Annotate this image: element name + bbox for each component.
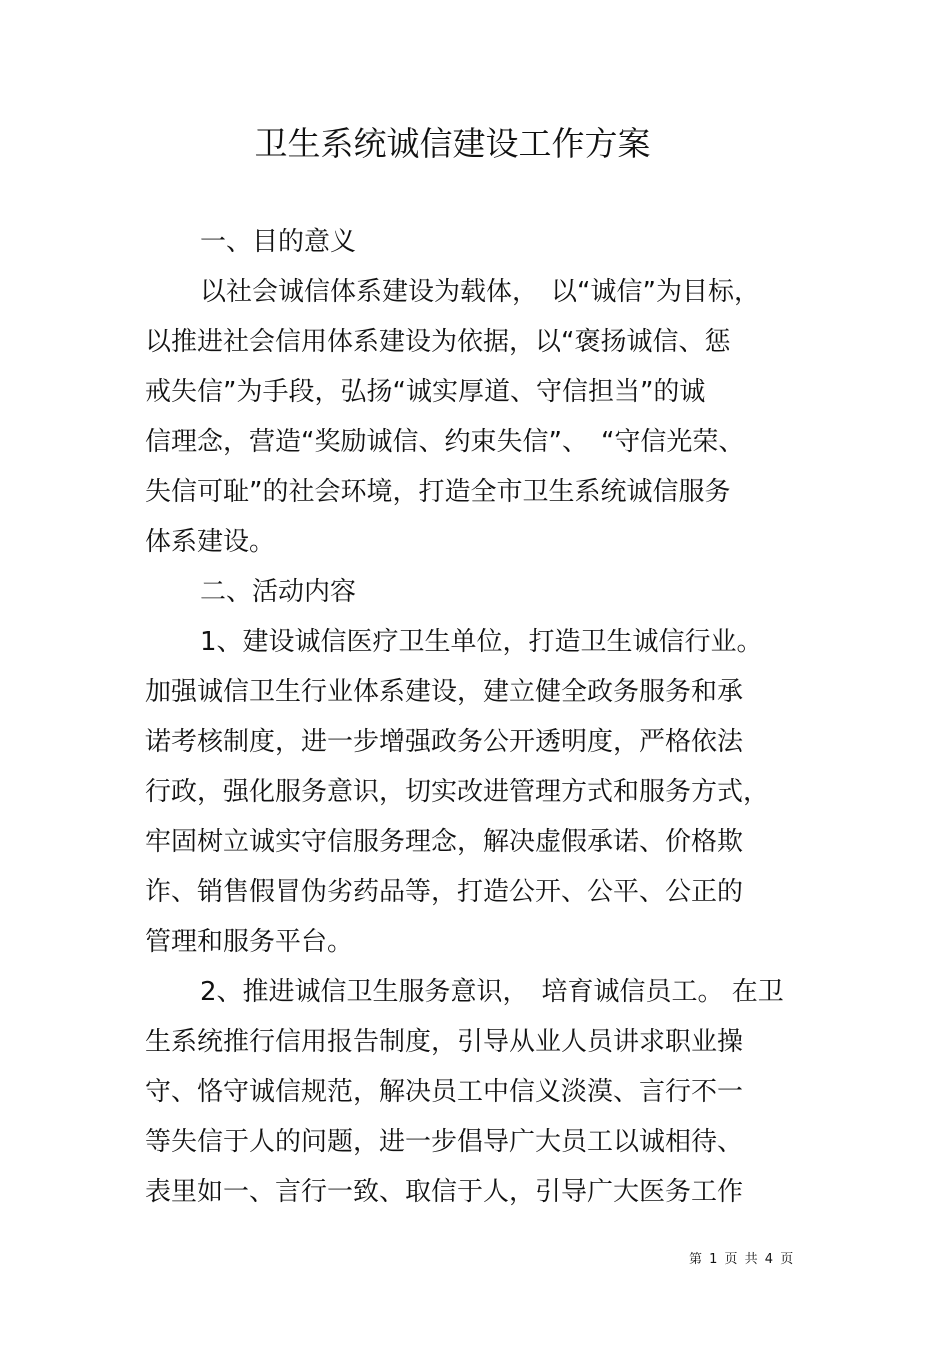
paragraph-line: 等失信于人的问题，进一步倡导广大员工以诚相待、 (145, 1127, 744, 1157)
paragraph-line: 信理念，营造“奖励诚信、约束失信”、 “守信光荣、 (145, 427, 745, 457)
paragraph-line: 戒失信”为手段，弘扬“诚实厚道、守信担当”的诚 (145, 377, 706, 407)
page-number-footer: 第 1 页 共 4 页 (689, 1252, 794, 1267)
paragraph-line: 表里如一、言行一致、取信于人，引导广大医务工作 (145, 1177, 744, 1207)
paragraph-line: 失信可耻”的社会环境，打造全市卫生系统诚信服务 (145, 477, 731, 507)
paragraph-line: 诈、销售假冒伪劣药品等，打造公开、公平、公正的 (145, 877, 744, 907)
paragraph-line: 守、恪守诚信规范，解决员工中信义淡漠、言行不一 (145, 1077, 744, 1107)
section-heading-purpose: 一、目的意义 (200, 227, 357, 257)
paragraph-line: 诺考核制度，进一步增强政务公开透明度，严格依法 (145, 727, 744, 757)
paragraph-line: 以推进社会信用体系建设为依据，以“褒扬诚信、惩 (145, 327, 731, 357)
paragraph-line: 生系统推行信用报告制度，引导从业人员讲求职业操 (145, 1027, 744, 1057)
paragraph-line: 牢固树立诚实守信服务理念，解决虚假承诺、价格欺 (145, 827, 744, 857)
paragraph-line: 加强诚信卫生行业体系建设，建立健全政务服务和承 (145, 677, 744, 707)
paragraph-line: 行政，强化服务意识，切实改进管理方式和服务方式， (145, 777, 770, 807)
paragraph-line: 体系建设。 (145, 527, 276, 557)
document-title: 卫生系统诚信建设工作方案 (254, 124, 651, 163)
paragraph-line: 管理和服务平台。 (145, 927, 354, 957)
section-heading-activities: 二、活动内容 (200, 577, 357, 607)
paragraph-line: 以社会诚信体系建设为载体， 以“诚信”为目标， (200, 277, 760, 307)
paragraph-line: 1、建设诚信医疗卫生单位，打造卫生诚信行业。 (200, 627, 763, 657)
paragraph-line: 2、推进诚信卫生服务意识， 培育诚信员工。 在卫 (200, 977, 784, 1007)
